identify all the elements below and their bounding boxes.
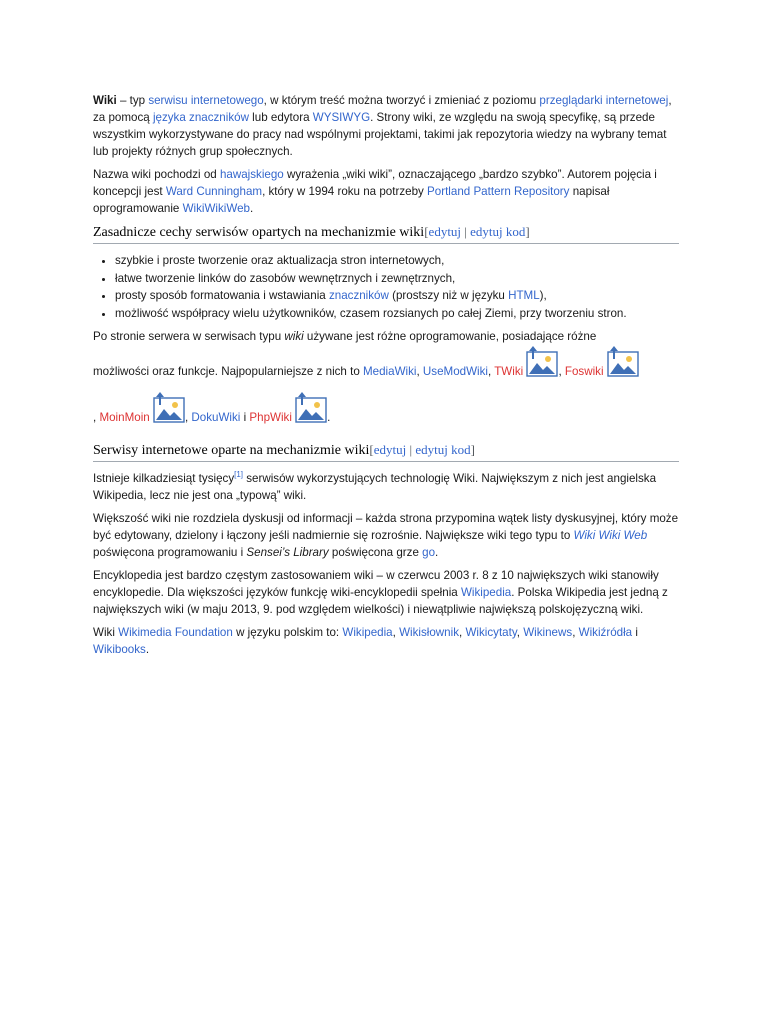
link-twiki[interactable]: TWiki — [494, 365, 524, 378]
link-foswiki[interactable]: Foswiki — [564, 365, 604, 378]
link-wikizrodla[interactable]: Wikiźródła — [578, 626, 633, 639]
link-wikipedia[interactable]: Wikipedia — [460, 586, 512, 599]
link-ward-cunningham[interactable]: Ward Cunningham — [165, 185, 263, 198]
section-heading-serwisy-internetowe — [93, 441, 679, 462]
text: , — [459, 626, 466, 639]
list-item — [115, 287, 679, 305]
text: – typ — [116, 94, 149, 107]
list-item: • możliwość współpracy wielu użytkowników, czasem rozsianych po całej Ziemi, przy tworzeniu stron. — [115, 305, 679, 323]
text: . — [327, 411, 331, 424]
software-list-line-1 — [93, 345, 679, 391]
separator: | — [406, 442, 416, 457]
link-portland-pattern-repository[interactable]: Portland Pattern Repository — [427, 185, 570, 198]
text: i — [632, 626, 638, 639]
emphasis-wiki: wiki — [284, 330, 304, 343]
text: . Polska Wikipedia jest jedną z największych wiki (w maju 2013, 9. pod względem wielkości) i niewątpliwie największą polskojęzyczną wiki. — [93, 586, 668, 616]
intro-paragraph-2 — [93, 166, 679, 217]
encyclopedia-paragraph — [93, 567, 679, 618]
link-wiki-wiki-web[interactable] — [574, 529, 648, 542]
text: , — [487, 365, 495, 378]
text: , który w 1994 roku na potrzeby — [262, 185, 428, 198]
edit-section-links: [edytuj | edytuj kod] — [424, 224, 530, 239]
text: , — [416, 365, 423, 378]
text: możliwości oraz funkcje. Najpopularniejsze z nich to — [93, 365, 363, 378]
wiki-count-paragraph — [93, 470, 679, 504]
link-hawajski[interactable]: hawajskiego — [219, 168, 284, 181]
link-jezyk-znacznikow[interactable]: języka znaczników — [152, 111, 249, 124]
list-item: • szybkie i proste tworzenie oraz aktualizacja stron internetowych, — [115, 252, 679, 270]
link-wikibooks[interactable]: Wikibooks — [93, 643, 146, 656]
text: , za pomocą — [93, 94, 672, 124]
link-wikipedia[interactable]: Wikipedia — [342, 626, 393, 639]
link-znaczniki[interactable]: znaczników — [328, 289, 389, 302]
text: serwisów wykorzystujących technologię Wiki. Największym z nich jest angielska Wikipedia, lecz nie jest ona „typową” wiki. — [93, 472, 657, 502]
text: używane jest różne oprogramowanie, posiadające różne — [303, 330, 597, 343]
link-usemodwiki[interactable]: UseModWiki — [422, 365, 488, 378]
text: , w którym treść można tworzyć i zmieniać z poziomu — [263, 94, 540, 107]
reference-1-link[interactable]: [1] — [234, 470, 244, 480]
edit-code-link[interactable]: edytuj kod — [470, 224, 526, 239]
text: Istnieje kilkadziesiąt tysięcy — [93, 472, 235, 485]
link-html[interactable]: HTML — [508, 289, 540, 302]
separator: | — [461, 224, 471, 239]
link-wikicytaty[interactable]: Wikicytaty — [465, 626, 517, 639]
discussion-paragraph — [93, 510, 679, 561]
text: Większość wiki nie rozdziela dyskusji od informacji – każda strona przypomina wątek listy dyskusyjnej, który może być edytowany, dzielony i łączony jeśli nadmiernie się rozrośnie. Największe wiki tego typu to — [93, 512, 679, 542]
heading-text: Zasadnicze cechy serwisów opartych na mechanizmie wiki — [93, 225, 425, 240]
intro-paragraph-1 — [93, 92, 679, 160]
article-body — [93, 92, 679, 664]
edit-link[interactable]: edytuj — [428, 224, 462, 239]
link-go[interactable]: go — [422, 546, 436, 559]
text: Nazwa wiki pochodzi od — [93, 168, 220, 181]
text: ), — [539, 289, 547, 302]
edit-code-link[interactable]: edytuj kod — [415, 442, 471, 457]
text: i — [240, 411, 250, 424]
text: . — [145, 643, 150, 656]
emphasis-senseis-library: Sensei’s Library — [246, 546, 329, 559]
text: w języku polskim to: — [232, 626, 343, 639]
list-item: • łatwe tworzenie linków do zasobów wewnętrznych i zewnętrznych, — [115, 270, 679, 288]
text: lub edytora — [248, 111, 313, 124]
link-phpwiki[interactable]: PhpWiki — [249, 411, 292, 424]
text: poświęcona grze — [328, 546, 423, 559]
text: , — [516, 626, 524, 639]
text: prosty sposób formatowania i wstawiania — [115, 289, 329, 302]
broken-image-icon[interactable] — [153, 391, 185, 423]
link-przegladarka-internetowa[interactable]: przeglądarki internetowej — [539, 94, 669, 107]
link-wikinews[interactable]: Wikinews — [523, 626, 573, 639]
software-list-line-2 — [93, 391, 679, 437]
text: wyrażenia „wiki wiki”, oznaczającego „bardzo szybko”. Autorem pojęcia i koncepcji jest — [93, 168, 657, 198]
wikimedia-paragraph — [93, 624, 679, 658]
text: (prostszy niż w języku — [388, 289, 509, 302]
text: . — [435, 546, 439, 559]
broken-image-icon[interactable] — [526, 345, 558, 377]
broken-image-icon[interactable] — [607, 345, 639, 377]
link-wikislownik[interactable]: Wikisłownik — [399, 626, 459, 639]
link-wysiwyg[interactable]: WYSIWYG — [312, 111, 371, 124]
heading-text: Serwisy internetowe oparte na mechanizmie wiki — [93, 443, 370, 458]
link-wikimedia-foundation[interactable]: Wikimedia Foundation — [118, 626, 233, 639]
text: napisał oprogramowanie — [93, 185, 610, 215]
broken-image-icon[interactable] — [295, 391, 327, 423]
text: , — [572, 626, 579, 639]
text: , — [392, 626, 400, 639]
term-wiki: Wiki — [93, 94, 117, 107]
text: Po stronie serwera w serwisach typu — [93, 330, 285, 343]
software-paragraph — [93, 328, 679, 345]
text: . Strony wiki, ze względu na swoją specyfikę, są przede wszystkim wykorzystywane do pracy nad wspólnymi projektami, takimi jak repozytoria wiedzy na wybrany temat lub projekty różnych grup społecznych. — [93, 111, 667, 158]
link-moinmoin[interactable]: MoinMoin — [99, 411, 150, 424]
section-heading-zasadnicze-cechy — [93, 223, 679, 244]
text: Encyklopedia jest bardzo częstym zastosowaniem wiki – w czerwcu 2003 r. 8 z 10 największych wiki stanowiły encyklopedie. Dla większości języków funkcję wiki-encyklopedii spełnia — [93, 569, 659, 599]
features-list — [93, 252, 679, 322]
text: , — [93, 411, 100, 424]
text: Wiki — [93, 626, 119, 639]
text: . — [250, 202, 254, 215]
link-dokuwiki[interactable]: DokuWiki — [191, 411, 241, 424]
link-mediawiki[interactable]: MediaWiki — [363, 365, 417, 378]
link-serwis-internetowy[interactable]: serwisu internetowego — [148, 94, 264, 107]
link-text: Wiki Wiki Web — [573, 529, 648, 542]
edit-section-links: [edytuj | edytuj kod] — [369, 442, 475, 457]
edit-link[interactable]: edytuj — [373, 442, 407, 457]
link-wikiwikiweb[interactable]: WikiWikiWeb — [182, 202, 251, 215]
text: , — [184, 411, 192, 424]
text: , — [558, 365, 565, 378]
text: poświęcona programowaniu i — [93, 546, 247, 559]
